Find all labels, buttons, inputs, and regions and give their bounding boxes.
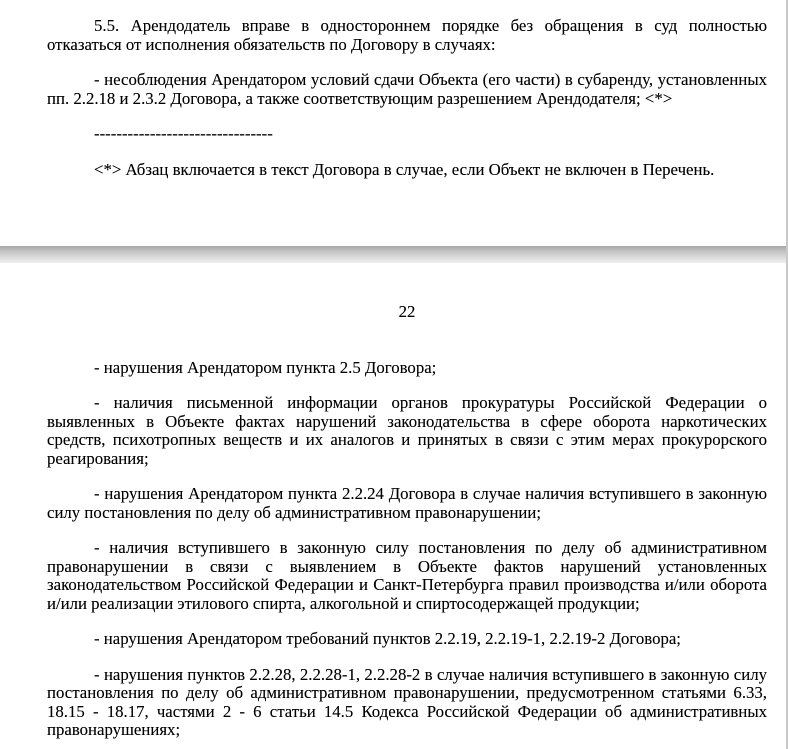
text-line: - нарушения пунктов 2.2.28, 2.2.28-1, 2.2.28-2 в случае наличия вступившего в законную силу (94, 665, 767, 684)
text-line: - нарушения Арендатором требований пунктов 2.2.19, 2.2.19-1, 2.2.19-2 Договора; (94, 630, 681, 648)
footnote-separator (47, 125, 767, 144)
text-line: - наличия вступившего в законную силу постановления по делу об административном (94, 539, 767, 557)
clause-5-5 (47, 17, 767, 54)
text-line: - наличия письменной информации органов прокуратуры Российской Федерации о (94, 394, 767, 412)
text-line: 18.15 - 18.17, частями 2 - 6 статьи 14.5 Кодекса Российской Федерации об административных (47, 702, 767, 721)
text-line: правонарушении в связи с выявлением в Объекте фактов нарушений установленных (47, 557, 767, 576)
clause-alcohol-production-violation (47, 539, 767, 613)
text-line: <*> Абзац включается в текст Договора в случае, если Объект не включен в Перечень. (94, 160, 715, 179)
text-line: средств, психотропных веществ и их аналогов и принятых в связи с этим мерах прокурорского (47, 431, 767, 449)
text-line: - нарушения Арендатором пункта 2.5 Договора; (94, 358, 437, 377)
text-line: пп. 2.2.18 и 2.3.2 Договора, а также соответствующим разрешением Арендодателя; <*> (47, 89, 673, 108)
clause-violation-points-2-2-19 (47, 630, 767, 649)
clause-sublease-violation (47, 71, 767, 108)
text-line: - несоблюдения Арендатором условий сдачи Объекта (его части) в субаренду, установленных (94, 71, 767, 89)
clause-violation-points-2-2-28 (47, 666, 767, 740)
text-line: выявленных в Объекте фактах нарушений законодательства в сфере оборота наркотических (47, 412, 767, 431)
page-break-gap (0, 246, 786, 263)
text-line: постановления по делу об административном правонарушении, предусмотренном статьями 6.33, (47, 684, 767, 702)
clause-violation-point-2-2-24 (47, 485, 767, 522)
text-line: силу постановления по делу об административном правонарушении; (47, 503, 542, 522)
text-line: реагирования; (47, 449, 149, 468)
text-line: 5.5. Арендодатель вправе в одностороннем порядке без обращения в суд полностью (94, 17, 767, 35)
text-line: - нарушения Арендатором пункта 2.2.24 Договора в случае наличия вступившего в законную (94, 485, 767, 503)
footnote (47, 161, 767, 180)
text-line: правонарушениях; (47, 721, 181, 739)
text-line: отказаться от исполнения обязательств по Договору в случаях: (47, 35, 496, 54)
clause-violation-point-2-5 (47, 359, 767, 378)
text-line: законодательством Российской Федерации и Санкт-Петербурга правил производства и/или оборота (47, 576, 767, 594)
text-line: и/или реализации этилового спирта, алкогольной и спиртосодержащей продукции; (47, 594, 640, 613)
page-22 (0, 263, 786, 749)
clause-prosecutor-information (47, 394, 767, 468)
page-previous-bottom (0, 0, 786, 246)
text-line: -------------------------------- (94, 125, 273, 143)
page-number: 22 (398, 302, 416, 321)
